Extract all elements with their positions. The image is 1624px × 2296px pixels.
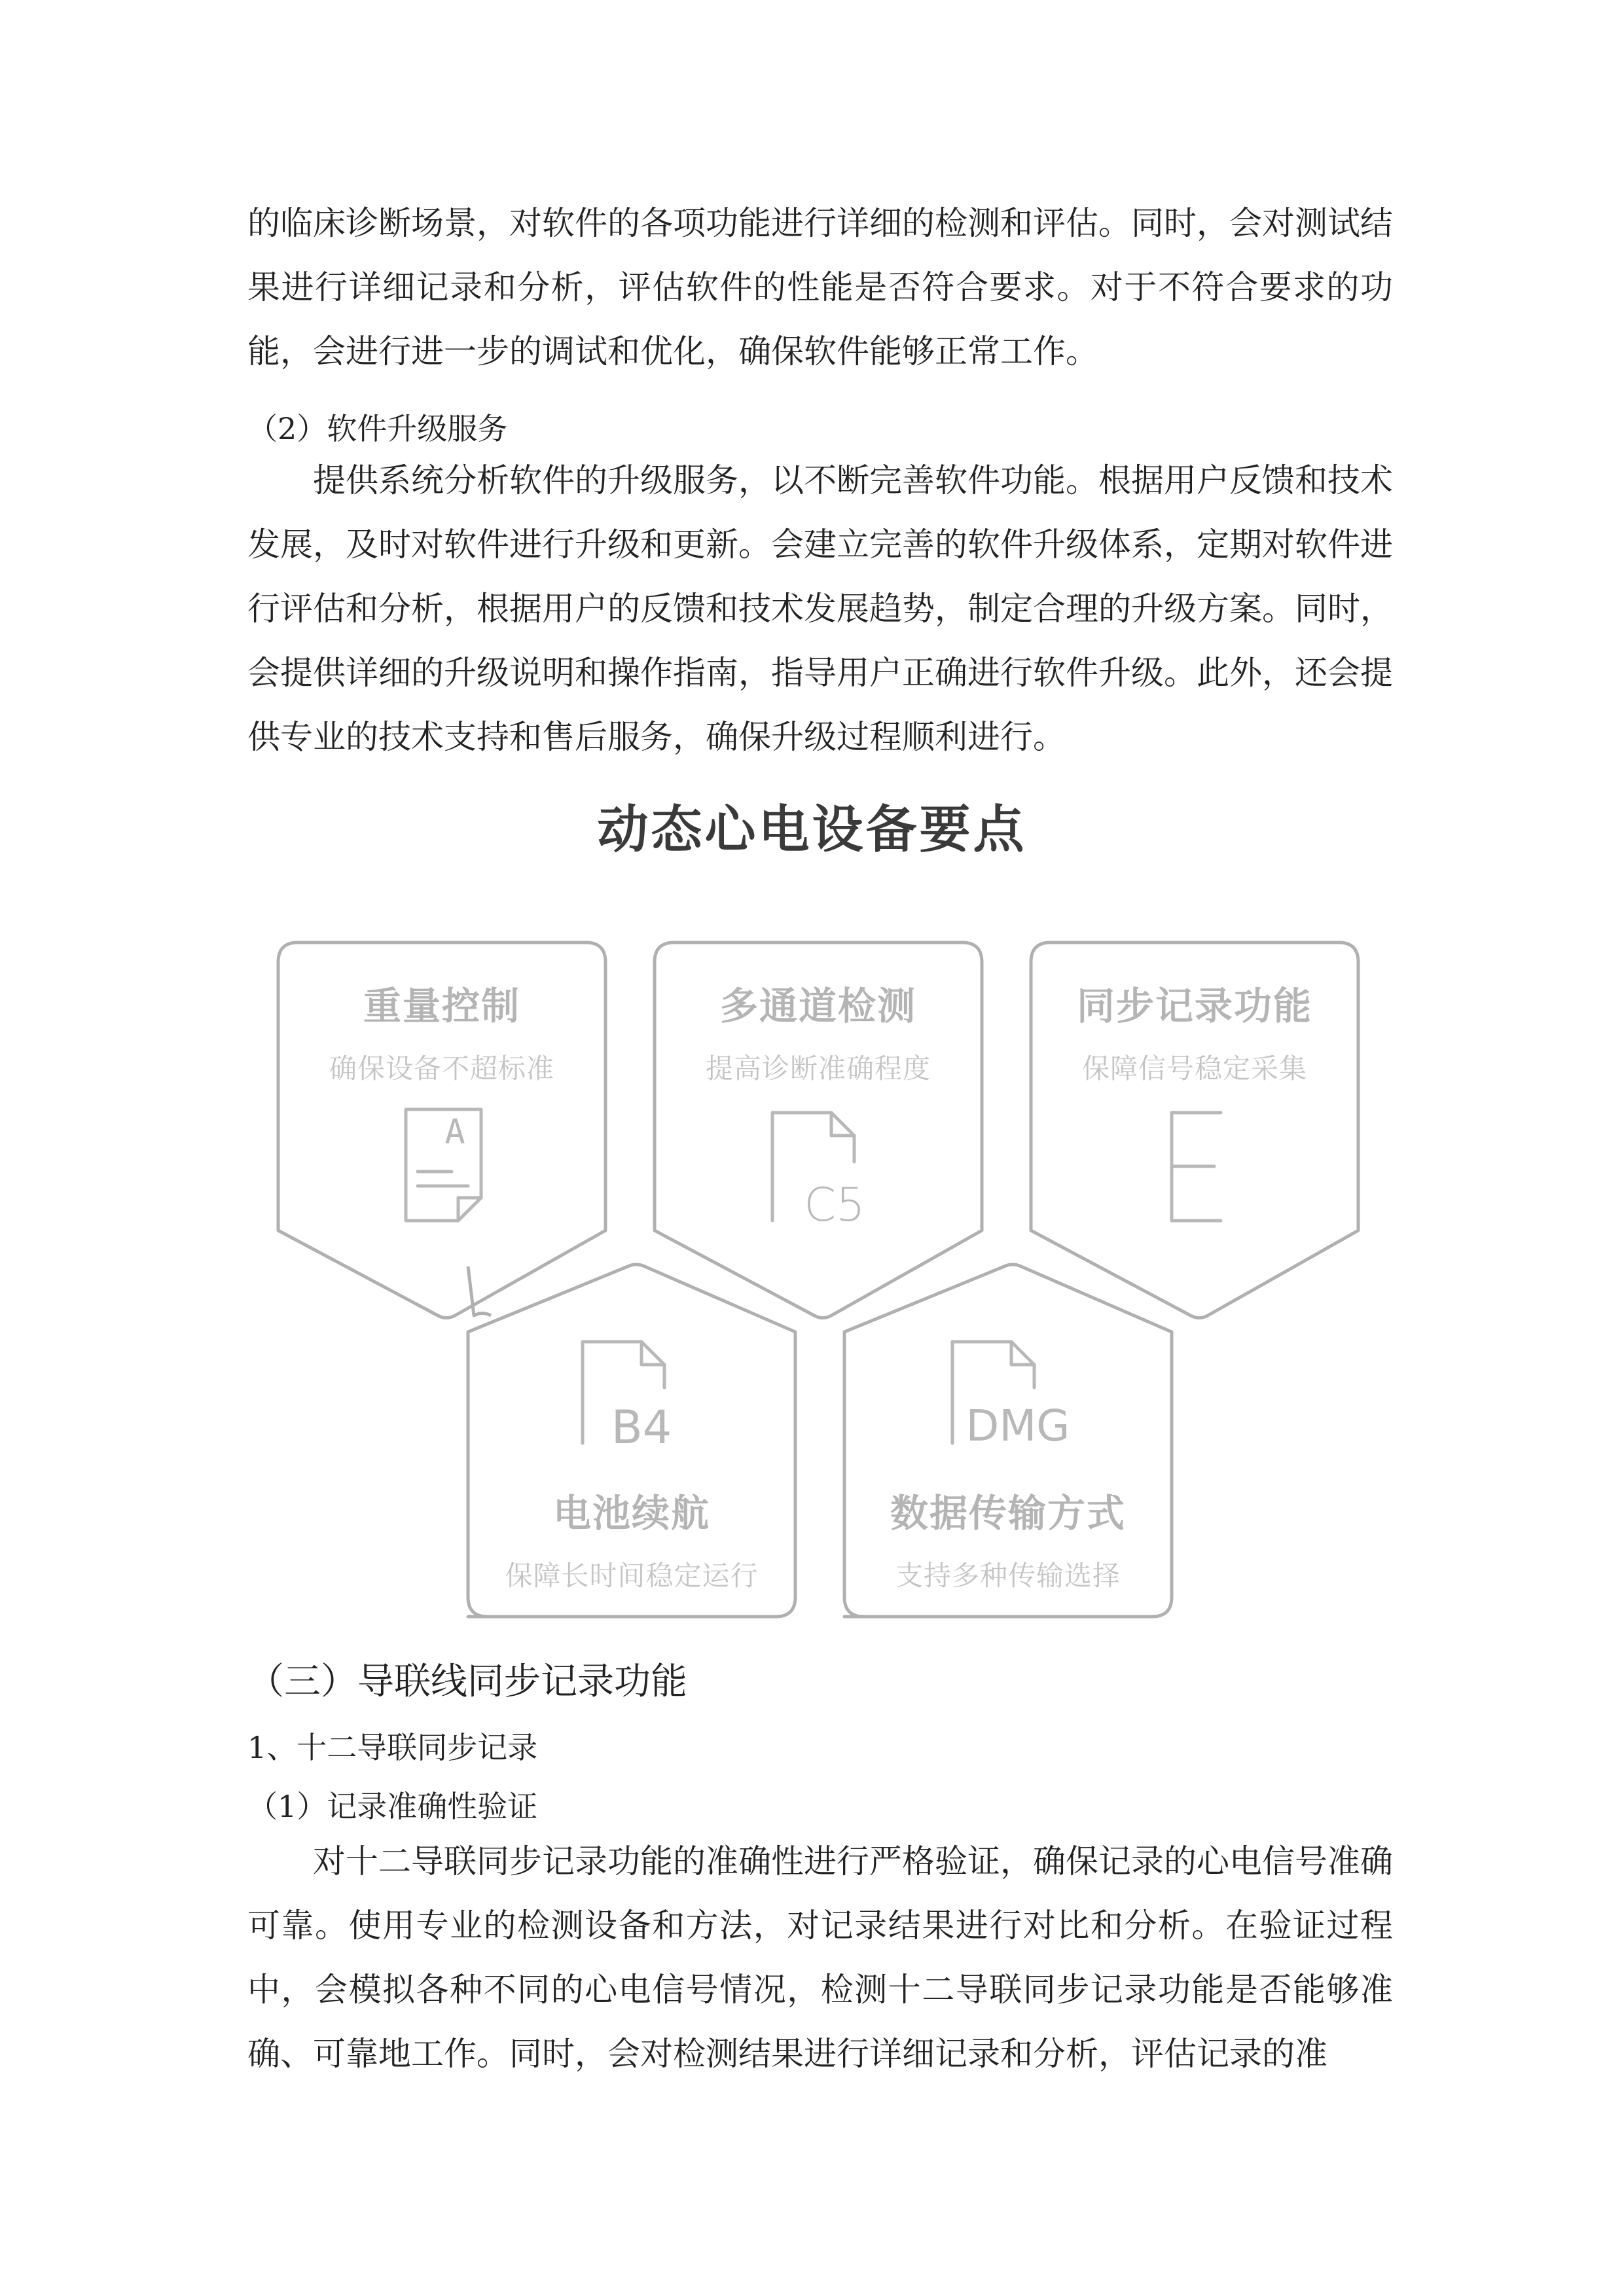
icon-letter-b4: B4 <box>611 1401 672 1454</box>
heading-software-upgrade: （2）软件升级服务 <box>247 411 508 446</box>
card-title-multichannel: 多通道检测 <box>719 984 916 1028</box>
icon-letter-c5: C5 <box>804 1178 865 1232</box>
figure-title: 动态心电设备要点 <box>597 800 1027 859</box>
icon-letter-a: A <box>444 1113 465 1152</box>
card-subtitle-battery: 保障长时间稳定运行 <box>505 1560 759 1592</box>
card-title-weight: 重量控制 <box>363 984 520 1028</box>
heading-accuracy-validation: （1）记录准确性验证 <box>247 1789 538 1824</box>
card-subtitle-multichannel: 提高诊断准确程度 <box>705 1052 931 1085</box>
card-title-sync: 同步记录功能 <box>1076 984 1312 1028</box>
card-subtitle-sync: 保障信号稳定采集 <box>1081 1052 1307 1085</box>
paragraph-software-testing: 的临床诊断场景，对软件的各项功能进行详细的检测和评估。同时，会对测试结果进行详细记录和分析，评估软件的性能是否符合要求。对于不符合要求的功能，会进行进一步的调试和优化，确保软件能够正常工作。 <box>247 204 1393 370</box>
paragraph-accuracy-validation: 对十二导联同步记录功能的准确性进行严格验证，确保记录的心电信号准确可靠。使用专业的检测设备和方法，对记录结果进行对比和分析。在验证过程中，会模拟各种不同的心电信号情况，检测十二导联同步记录功能是否能够准确、可靠地工作。同时，会对检测结果进行详细记录和分析，评估记录的准 <box>247 1842 1393 2073</box>
heading-section-lead-sync: （三）导联线同步记录功能 <box>247 1660 687 1703</box>
letter-e-icon <box>1172 1113 1221 1221</box>
card-subtitle-transmission: 支持多种传输选择 <box>895 1560 1121 1592</box>
heading-twelve-lead: 1、十二导联同步记录 <box>247 1730 538 1765</box>
paragraph-software-upgrade: 提供系统分析软件的升级服务，以不断完善软件功能。根据用户反馈和技术发展，及时对软件进行升级和更新。会建立完善的软件升级体系，定期对软件进行评估和分析，根据用户的反馈和技术发展趋势，制定合理的升级方案。同时，会提供详细的升级说明和操作指南，指导用户正确进行软件升级。此外，还会提供专业的技术支持和售后服务，确保升级过程顺利进行。 <box>247 461 1393 756</box>
card-title-transmission: 数据传输方式 <box>890 1491 1126 1535</box>
card-title-battery: 电池续航 <box>552 1491 710 1535</box>
card-subtitle-weight: 确保设备不超标准 <box>329 1052 554 1085</box>
icon-letter-dmg: DMG <box>965 1401 1070 1451</box>
